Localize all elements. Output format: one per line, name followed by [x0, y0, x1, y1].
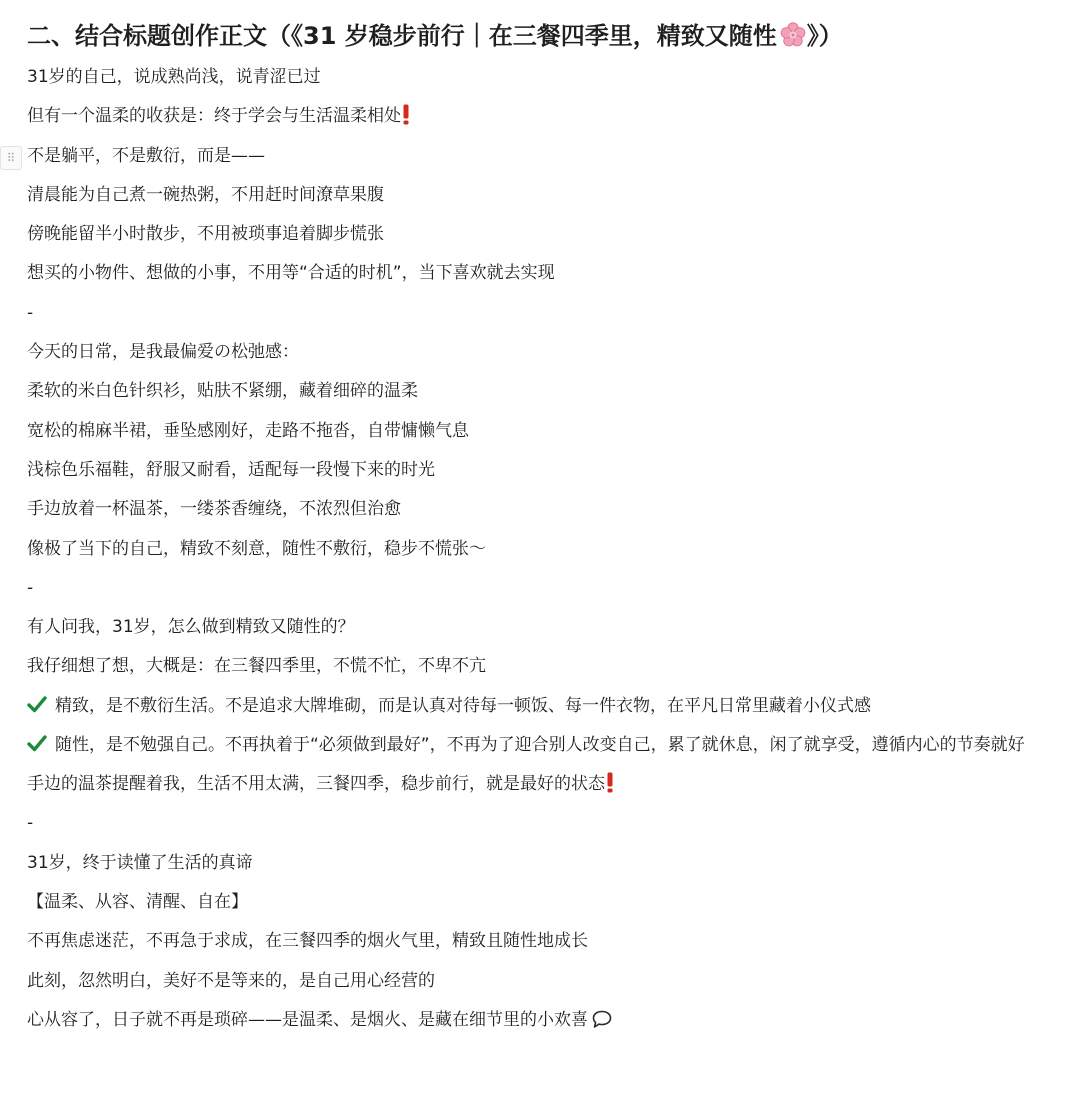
paragraph-line: 31岁的自己，说成熟尚浅，说青涩已过 [27, 67, 321, 87]
paragraph-line [27, 97, 1067, 136]
red-exclamation-icon [402, 104, 410, 125]
speech-bubble-icon [591, 1009, 613, 1029]
cherry-blossom-icon [779, 21, 807, 49]
drag-handle-icon[interactable]: ⠿ [0, 146, 22, 170]
paragraph-line [27, 687, 1067, 726]
paragraph-line [27, 1001, 1067, 1040]
line-text: 不是躺平，不是敷衍，而是—— [27, 145, 265, 166]
paragraph-line: 有人问我，31岁，怎么做到精致又随性的？ [27, 617, 355, 638]
paragraph-line [6, 137, 1067, 176]
paragraph-line: 清晨能为自己煮一碗热粥，不用赶时间潦草果腹 [27, 184, 384, 205]
heading-suffix: 》） [806, 22, 843, 50]
line-text: 手边的温茶提醒着我，生活不用太满，三餐四季，稳步前行，就是最好的状态 [27, 774, 605, 795]
document-body [6, 14, 1067, 1040]
paragraph-line: 手边放着一杯温茶，一缕茶香缠绕，不浓烈但治愈 [27, 499, 401, 520]
paragraph-line: 我仔细想了想，大概是：在三餐四季里，不慌不忙，不卑不亢 [27, 656, 486, 677]
line-text: 但有一个温柔的收获是：终于学会与生活温柔相处 [27, 106, 401, 127]
paragraph-line: 31岁，终于读懂了生活的真谛 [27, 852, 253, 873]
paragraph-line: 傍晚能留半小时散步，不用被琐事追着脚步慌张 [27, 224, 384, 245]
line-text: 随性，是不勉强自己。不再执着于“必须做到最好”，不再为了迎合别人改变自己，累了就休息，闲了就享受，遵循内心的节奏就好 [55, 735, 1025, 756]
line-text: 精致，是不敷衍生活。不是追求大牌堆砌，而是认真对待每一顿饭、每一件衣物，在平凡日常里藏着小仪式感 [55, 695, 871, 716]
paragraph-line: 柔软的米白色针织衫，贴肤不紧绷，藏着细碎的温柔 [27, 381, 418, 402]
separator-line: - [27, 577, 34, 598]
paragraph-line: 今天的日常，是我最偏爱の松弛感： [27, 342, 299, 363]
paragraph-line: 不再焦虑迷茫，不再急于求成，在三餐四季的烟火气里，精致且随性地成长 [27, 931, 588, 952]
separator-line: - [27, 813, 34, 834]
paragraph-line [27, 765, 1067, 804]
paragraph-line: 【温柔、从容、清醒、自在】 [27, 891, 248, 912]
paragraph-line: 像极了当下的自己，精致不刻意，随性不敷衍，稳步不慌张～ [27, 538, 486, 559]
paragraph-line: 宽松的棉麻半裙，垂坠感刚好，走路不拖沓，自带慵懒气息 [27, 420, 469, 441]
paragraph-line: 浅棕色乐福鞋，舒服又耐看，适配每一段慢下来的时光 [27, 459, 435, 480]
line-text: 心从容了，日子就不再是琐碎——是温柔、是烟火、是藏在细节里的小欢喜 [27, 1009, 588, 1030]
red-exclamation-icon [606, 772, 614, 793]
heading-text: 二、结合标题创作正文（《31 岁稳步前行｜在三餐四季里，精致又随性 [27, 22, 777, 50]
paragraph-line: 想买的小物件、想做的小事，不用等“合适的时机”，当下喜欢就去实现 [27, 263, 555, 284]
check-mark-icon [27, 734, 47, 752]
section-heading [27, 14, 1067, 58]
paragraph-line: 此刻，忽然明白，美好不是等来的，是自己用心经营的 [27, 970, 435, 991]
paragraph-line [27, 726, 1067, 765]
check-mark-icon [27, 695, 47, 713]
separator-line: - [27, 302, 34, 323]
